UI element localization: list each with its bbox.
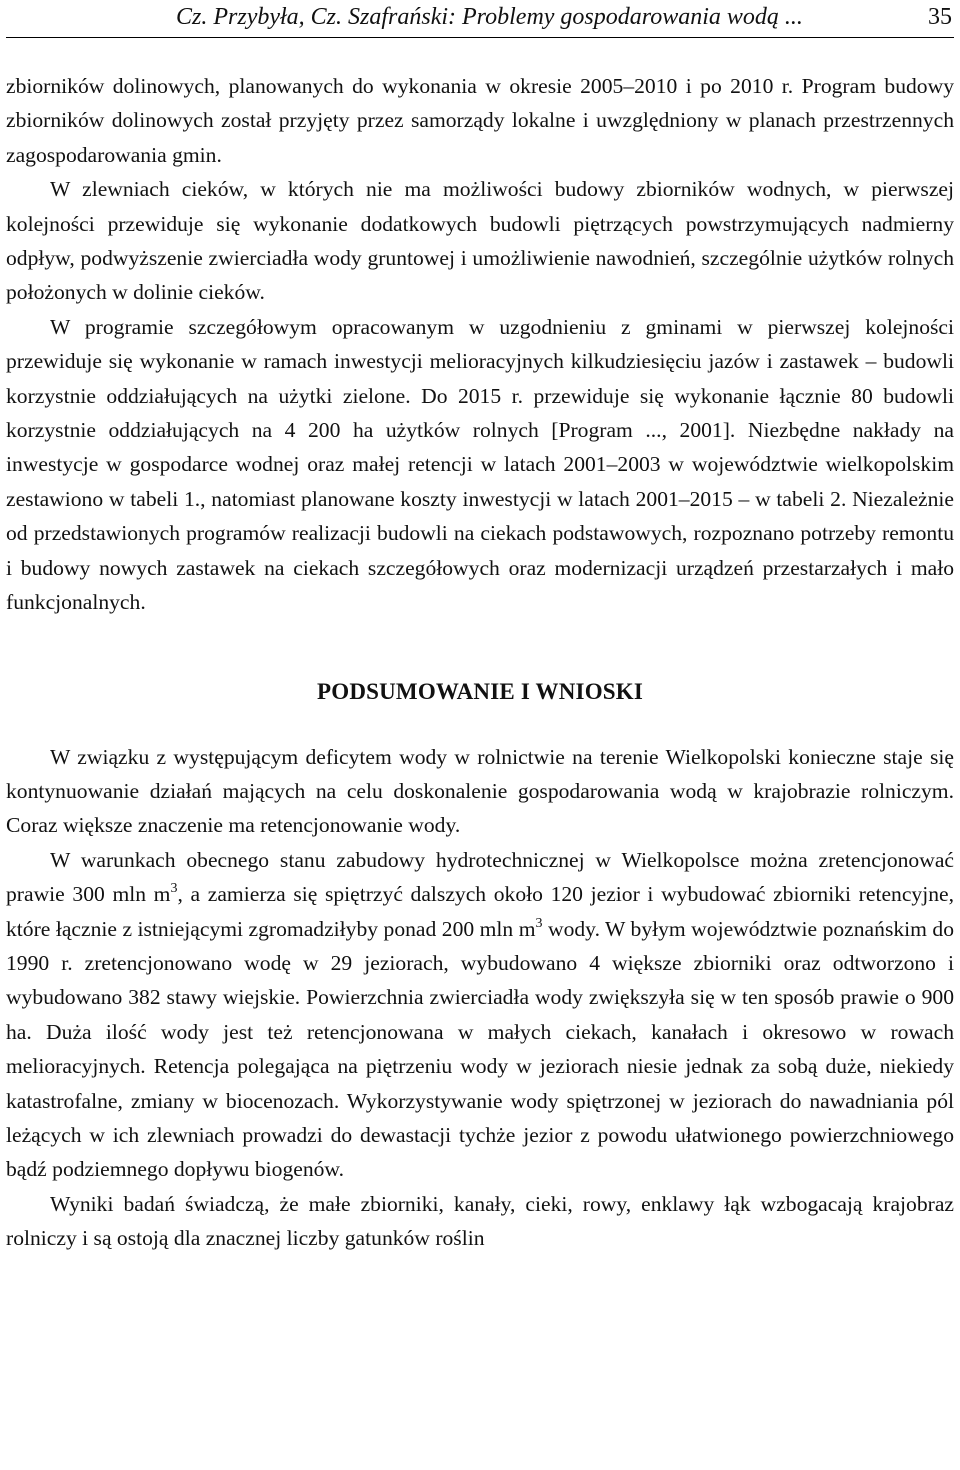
text-segment: wody. W byłym województwie poznańskim do 1990 r. zretencjonowano wodę w 29 jeziorach, wybudowano 4 większe zbiorniki oraz odtworzono i wybudowano 382 stawy wiejskie. Powierzchnia zwierciadła wody zwiększyła się w ten sposób prawie o 900 ha. Duża ilość wody jest też retencjonowana w małych ciekach, kanałach i okresowo w rowach melioracyjnych. Retencja polegająca na piętrzeniu wody w jeziorach niesie jednak za sobą duże, niekiedy katastrofalne, zmiany w biocenozach. Wykorzystywanie wody spiętrzonej w jeziorach do nawadniania pól leżących w ich zlewniach prowadzi do dewastacji tychże jezior z powodu ułatwionego powierzchniowego bądź podziemnego dopływu biogenów.	[6, 916, 955, 1182]
superscript: 3	[170, 881, 178, 897]
running-title: Cz. Przybyła, Cz. Szafrański: Problemy gospodarowania wodą ...	[176, 4, 803, 30]
body-text	[6, 69, 954, 1256]
paragraph-continuation: zbiorników dolinowych, planowanych do wykonania w okresie 2005–2010 i po 2010 r. Program budowy zbiorników dolinowych został przyjęty przez samorządy lokalne i uwzględniony w planach przestrzennych zagospodarowania gmin.	[6, 74, 954, 167]
document-page	[6, 0, 955, 1251]
text-segment: W warunkach obecnego stanu zabudowy hydrotechnicznej w Wielkopolsce można zretencjonować prawie 300 mln m	[6, 847, 954, 907]
paragraph-summary-intro: W związku z występującym deficytem wody w rolnictwie na terenie Wielkopolski konieczne staje się kontynuowanie działań mających na celu doskonalenie gospodarowania wodą w krajobrazie rolniczym. Coraz większe znaczenie ma retencjonowanie wody.	[6, 744, 954, 838]
superscript: 3	[535, 915, 543, 931]
page-number: 35	[928, 4, 952, 30]
paragraph-detailed-programme: W programie szczegółowym opracowanym w uzgodnieniu z gminami w pierwszej kolejności przewiduje się wykonanie w ramach inwestycji melioracyjnych kilkudziesięciu jazów i zastawek – budowli korzystnie oddziałujących na użytki zielone. Do 2015 r. przewiduje się wykonanie łącznie 80 budowli korzystnie oddziałujących na 4 200 ha użytków rolnych [Program ..., 2001]. Niezbędne nakłady na inwestycje w gospodarce wodnej oraz małej retencji w latach 2001–2003 w województwie wielkopolskim zestawiono w tabeli 1., natomiast planowane koszty inwestycji w latach 2001–2015 – w tabeli 2. Niezależnie od przedstawionych programów realizacji budowli na ciekach podstawowych, rozpoznano potrzeby remontu i budowy nowych zastawek na ciekach szczegółowych oraz modernizacji urządzeń przestarzałych i mało funkcjonalnych.	[6, 314, 954, 615]
paragraph-catchment-structures: W zlewniach cieków, w których nie ma możliwości budowy zbiorników wodnych, w pierwszej kolejności przewiduje się wykonanie dodatkowych budowli piętrzących powstrzymujących nadmierny odpływ, podwyższenie zwierciadła wody gruntowej i umożliwienie nawodnień, szczególnie użytków rolnych położonych w dolinie cieków.	[6, 177, 954, 305]
section-heading: PODSUMOWANIE I WNIOSKI	[316, 678, 644, 704]
paragraph-research-results: Wyniki badań świadczą, że małe zbiorniki, kanały, cieki, rowy, enklawy łąk wzbogacają krajobraz rolniczy i są ostoją dla znacznej liczby gatunków roślin	[6, 1191, 954, 1251]
text-segment: , a zamierza się spiętrzyć dalszych około 120 jezior i wybudować zbiorniki retencyjne, które łącznie z istniejącymi zgromadziłyby ponad 200 mln m	[6, 882, 954, 941]
running-header	[6, 0, 954, 38]
paragraph-retention-capacity	[6, 843, 954, 1187]
